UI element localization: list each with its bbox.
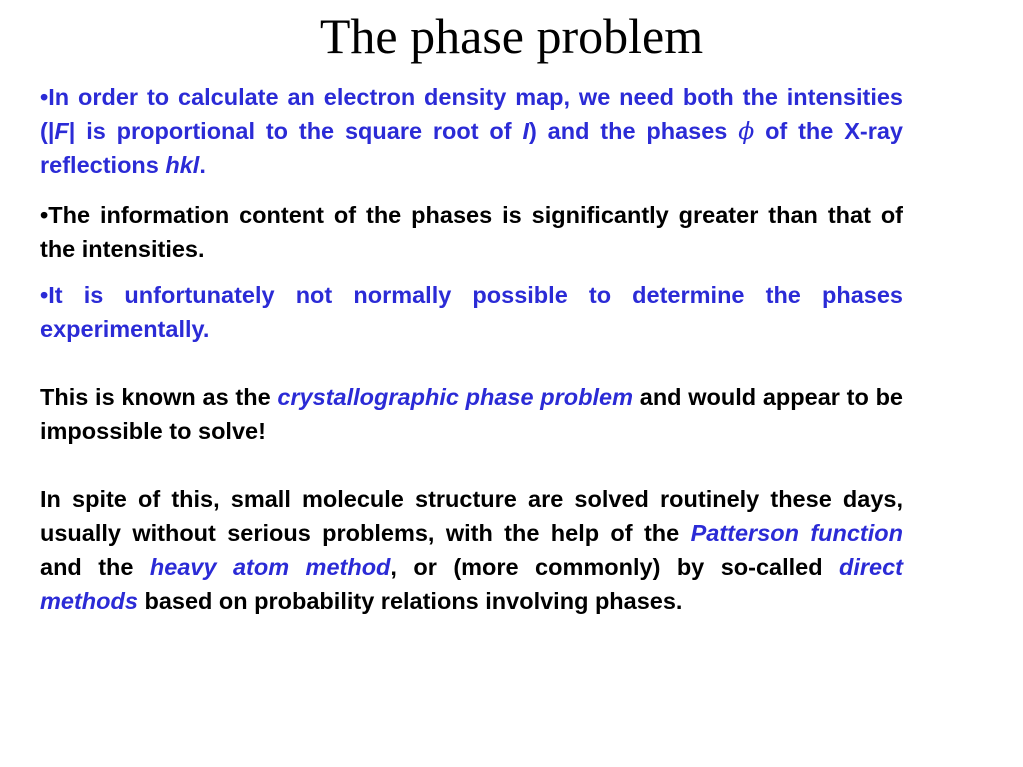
- para1-text-2: and would appear to be impossible to solve!: [40, 384, 903, 444]
- bullet-marker: •: [40, 84, 49, 110]
- bullet1-hkl: hkl: [165, 152, 200, 178]
- bullet1-text-4: of the X-ray reflections: [40, 118, 903, 178]
- bullet1-period: .: [199, 152, 206, 178]
- para2-term-heavy-atom: heavy atom method: [149, 554, 391, 580]
- bullet3-text: It is unfortunately not normally possible to determine the phases experimentally.: [40, 282, 903, 342]
- para2-term-patterson: Patterson function: [690, 520, 903, 546]
- bullet-marker: •: [40, 202, 49, 228]
- bullet-information-content: [40, 198, 903, 266]
- para2-text-2: and the: [40, 554, 150, 580]
- bullet1-bar-open: |: [47, 118, 55, 144]
- paragraph-phase-problem: [40, 380, 903, 448]
- bullet1-text-3: ) and the phases: [528, 118, 739, 144]
- para2-text-1: In spite of this, small molecule structure are solved routinely these days, usually without serious problems, with the help of the: [40, 486, 903, 546]
- para1-text-1: This is known as the: [40, 384, 278, 410]
- para2-text-3: , or (more commonly) by so-called: [390, 554, 839, 580]
- bullet1-text-2: is proportional to the square root of: [75, 118, 523, 144]
- para2-term-direct-methods: direct methods: [40, 554, 903, 614]
- bullet-electron-density: [40, 80, 903, 182]
- bullet-marker: •: [40, 282, 49, 308]
- para2-text-4: based on probability relations involving phases.: [137, 588, 683, 614]
- bullet2-text: The information content of the phases is significantly greater than that of the intensities.: [40, 202, 903, 262]
- slide-title: The phase problem: [319, 8, 704, 64]
- bullet-not-possible: [40, 278, 903, 346]
- slide-content: [40, 80, 903, 618]
- bullet1-text-1: In order to calculate an electron density map, we need both the intensities (: [40, 84, 903, 144]
- bullet1-phi-symbol: ϕ: [738, 117, 755, 145]
- paragraph-solutions: [40, 482, 903, 618]
- para1-term-phase-problem: crystallographic phase problem: [277, 384, 634, 410]
- bullet1-i-symbol: I: [522, 118, 529, 144]
- bullet1-f-symbol: F: [54, 118, 69, 144]
- bullet1-bar-close: |: [68, 118, 76, 144]
